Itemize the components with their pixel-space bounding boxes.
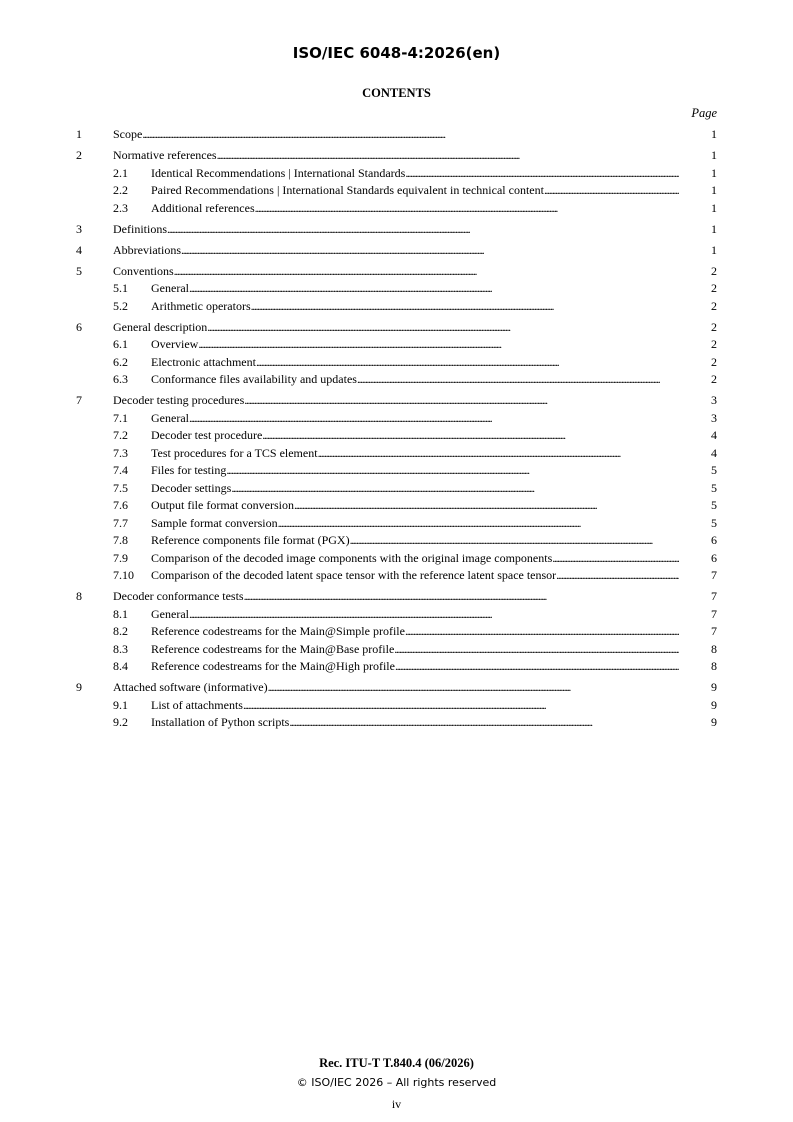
toc-entry-title-leader	[151, 567, 679, 585]
footer-copyright: © ISO/IEC 2026 – All rights reserved	[296, 1076, 497, 1089]
toc-entry-page: 4	[711, 445, 717, 460]
toc-entry-page: 1	[711, 242, 717, 257]
toc-entry-title-leader	[113, 588, 679, 606]
toc-entry-title: Reference codestreams for the Main@Base profile	[151, 641, 395, 656]
toc-entry-title: Identical Recommendations | International Standards	[151, 165, 406, 180]
toc-entry-title: Paired Recommendations | International Standards equivalent in technical content	[151, 183, 544, 197]
toc-entry-page: 5	[711, 480, 717, 495]
toc-entry-title: Normative references	[113, 148, 217, 162]
toc-entry-page: 3	[711, 410, 717, 425]
toc-entry-title: Decoder settings	[151, 480, 232, 495]
toc-entry-page: 6	[711, 533, 717, 547]
toc-entry[interactable]	[0, 147, 793, 165]
toc-entry-title: List of attachments	[151, 697, 243, 712]
toc-entry-number: 7.9	[113, 550, 128, 565]
toc-entry-title-leader	[151, 336, 679, 354]
toc-entry-page: 7	[711, 568, 717, 582]
toc-entry-title: Decoder testing procedures	[113, 393, 245, 407]
toc-entry-page: 1	[711, 221, 717, 236]
toc-entry[interactable]	[0, 658, 793, 676]
toc-entry-title-leader	[151, 623, 679, 641]
toc-entry[interactable]	[0, 336, 793, 354]
toc-entry[interactable]	[0, 445, 793, 463]
toc-entry[interactable]	[0, 280, 793, 298]
toc-entry-number: 7.8	[113, 533, 128, 547]
toc-entry-page: 7	[711, 589, 717, 603]
toc-entry[interactable]	[0, 200, 793, 218]
footer-page-number: iv	[391, 1097, 402, 1111]
toc-entry-title-leader	[151, 371, 679, 389]
toc-entry-number: 7.3	[113, 445, 128, 460]
toc-entry-page: 9	[711, 697, 717, 712]
toc-entry-title: General description	[113, 319, 208, 334]
document-id: ISO/IEC 6048-4:2026(en)	[292, 44, 501, 62]
toc-entry[interactable]	[0, 462, 793, 480]
toc-entry-title-leader	[151, 200, 679, 218]
toc-entry-title: Electronic attachment	[151, 354, 256, 369]
toc-entry-title: Abbreviations	[113, 242, 181, 257]
toc-entry-number: 7.2	[113, 428, 128, 442]
toc-entry-title-leader	[113, 126, 679, 144]
toc-entry-title: Comparison of the decoded latent space tensor with the reference latent space tensor	[151, 568, 557, 582]
toc-entry-page: 2	[711, 354, 717, 369]
toc-entry-number: 7.6	[113, 498, 128, 512]
toc-entry-page: 2	[711, 263, 717, 278]
toc-entry-title-leader	[151, 165, 679, 183]
toc-entry-number: 5	[76, 263, 82, 278]
toc-entry-title-leader	[151, 550, 679, 568]
toc-entry-number: 2	[76, 148, 82, 162]
toc-entry-number: 6	[76, 319, 82, 334]
page-column-label: Page	[691, 106, 717, 120]
toc-entry[interactable]	[0, 298, 793, 316]
toc-entry-page: 2	[711, 372, 717, 386]
toc-entry-page: 1	[711, 200, 717, 215]
table-of-contents	[0, 126, 793, 732]
toc-entry-number: 6.2	[113, 354, 128, 369]
toc-entry-page: 2	[711, 337, 717, 351]
toc-entry-title-leader	[113, 242, 679, 260]
toc-entry-number: 7.4	[113, 463, 128, 477]
toc-entry-title: Overview	[151, 337, 199, 351]
toc-entry[interactable]	[0, 165, 793, 183]
toc-entry[interactable]	[0, 567, 793, 585]
toc-entry[interactable]	[0, 588, 793, 606]
toc-entry-page: 5	[711, 498, 717, 512]
toc-entry-page: 1	[711, 183, 717, 197]
toc-entry-number: 7.7	[113, 515, 128, 530]
toc-entry-title: Definitions	[113, 221, 167, 236]
toc-entry[interactable]	[0, 371, 793, 389]
toc-entry[interactable]	[0, 392, 793, 410]
toc-entry[interactable]	[0, 427, 793, 445]
toc-entry[interactable]	[0, 532, 793, 550]
toc-entry-number: 2.3	[113, 200, 128, 215]
toc-entry-number: 8	[76, 589, 82, 603]
toc-entry[interactable]	[0, 221, 793, 239]
toc-entry-title: Comparison of the decoded image components with the original image components	[151, 550, 553, 565]
toc-entry-title-leader	[151, 697, 679, 715]
toc-entry-title-leader	[151, 410, 679, 428]
toc-entry-title-leader	[151, 658, 679, 676]
toc-entry-number: 9.2	[113, 715, 128, 729]
toc-entry[interactable]	[0, 242, 793, 260]
toc-entry-title-leader	[113, 147, 679, 165]
toc-entry-number: 5.1	[113, 281, 128, 295]
toc-entry-title: Test procedures for a TCS element	[151, 445, 318, 460]
toc-entry[interactable]	[0, 697, 793, 715]
toc-entry-title: Decoder conformance tests	[113, 589, 244, 603]
toc-entry-title: Reference codestreams for the Main@Simple profile	[151, 624, 405, 638]
toc-entry-page: 5	[711, 463, 717, 477]
toc-entry-page: 2	[711, 298, 717, 313]
toc-entry-number: 1	[76, 127, 82, 141]
toc-entry-page: 1	[711, 127, 717, 141]
toc-entry[interactable]	[0, 354, 793, 372]
toc-entry[interactable]	[0, 623, 793, 641]
toc-entry[interactable]	[0, 606, 793, 624]
toc-entry-title-leader	[151, 532, 679, 550]
toc-entry[interactable]	[0, 550, 793, 568]
toc-entry-number: 9	[76, 680, 82, 694]
toc-entry-page: 2	[711, 319, 717, 334]
toc-entry-title-leader	[151, 480, 679, 498]
toc-entry-title: Scope	[113, 127, 143, 141]
toc-entry[interactable]	[0, 126, 793, 144]
toc-entry-title: General	[151, 281, 189, 295]
toc-entry-page: 4	[711, 428, 717, 442]
toc-entry-number: 6.3	[113, 372, 128, 386]
toc-entry-title: Attached software (informative)	[113, 680, 268, 694]
toc-entry-page: 1	[711, 165, 717, 180]
toc-entry-title-leader	[151, 445, 679, 463]
toc-entry-number: 5.2	[113, 298, 128, 313]
toc-entry-number: 7.5	[113, 480, 128, 495]
footer-recommendation: Rec. ITU-T T.840.4 (06/2026)	[319, 1056, 474, 1070]
toc-entry-number: 7	[76, 393, 82, 407]
toc-entry-title: Sample format conversion	[151, 515, 278, 530]
toc-entry-title: General	[151, 606, 189, 621]
toc-entry-page: 5	[711, 515, 717, 530]
toc-entry-page: 9	[711, 680, 717, 694]
toc-entry-number: 8.3	[113, 641, 128, 656]
toc-entry-title: Conventions	[113, 263, 174, 278]
toc-entry-title: Output file format conversion	[151, 498, 294, 512]
toc-entry-title-leader	[151, 714, 679, 732]
toc-entry-page: 7	[711, 624, 717, 638]
toc-entry-page: 6	[711, 550, 717, 565]
toc-entry-number: 3	[76, 221, 82, 236]
toc-entry-title: Reference components file format (PGX)	[151, 533, 350, 547]
toc-entry-page: 8	[711, 641, 717, 656]
toc-entry-number: 6.1	[113, 337, 128, 351]
toc-entry-title-leader	[113, 679, 679, 697]
toc-entry-title: Conformance files availability and updates	[151, 372, 357, 386]
toc-entry-title-leader	[113, 319, 679, 337]
toc-entry-page: 3	[711, 393, 717, 407]
toc-entry-title: Arithmetic operators	[151, 298, 251, 313]
toc-entry-number: 2.1	[113, 165, 128, 180]
toc-entry[interactable]	[0, 319, 793, 337]
toc-entry[interactable]	[0, 679, 793, 697]
toc-entry-number: 7.1	[113, 410, 128, 425]
toc-entry[interactable]	[0, 641, 793, 659]
toc-entry-title-leader	[151, 280, 679, 298]
toc-entry-title: General	[151, 410, 189, 425]
toc-entry[interactable]	[0, 410, 793, 428]
toc-entry-title: Reference codestreams for the Main@High profile	[151, 659, 395, 673]
toc-entry-number: 4	[76, 242, 82, 257]
toc-entry[interactable]	[0, 515, 793, 533]
toc-entry-number: 8.1	[113, 606, 128, 621]
toc-entry-page: 7	[711, 606, 717, 621]
toc-entry-number: 2.2	[113, 183, 128, 197]
toc-entry-title-leader	[151, 298, 679, 316]
toc-entry-page: 9	[711, 715, 717, 729]
toc-entry-title-leader	[151, 515, 679, 533]
toc-entry[interactable]	[0, 714, 793, 732]
toc-entry-title-leader	[151, 427, 679, 445]
toc-entry[interactable]	[0, 263, 793, 281]
toc-entry-title: Additional references	[151, 200, 255, 215]
toc-entry-page: 2	[711, 281, 717, 295]
toc-entry-title-leader	[151, 354, 679, 372]
toc-entry-title-leader	[151, 641, 679, 659]
toc-entry-title-leader	[113, 392, 679, 410]
toc-entry-page: 1	[711, 148, 717, 162]
toc-entry-number: 7.10	[113, 568, 134, 582]
toc-entry-title: Decoder test procedure	[151, 428, 263, 442]
toc-entry[interactable]	[0, 497, 793, 515]
toc-entry[interactable]	[0, 182, 793, 200]
toc-entry-number: 8.4	[113, 659, 128, 673]
contents-heading: CONTENTS	[362, 86, 431, 100]
toc-entry-title-leader	[151, 182, 679, 200]
toc-entry-title-leader	[113, 221, 679, 239]
toc-entry-title: Installation of Python scripts	[151, 715, 290, 729]
toc-entry-number: 9.1	[113, 697, 128, 712]
toc-entry-title-leader	[151, 462, 679, 480]
toc-entry-title-leader	[151, 497, 679, 515]
toc-entry-title: Files for testing	[151, 463, 227, 477]
toc-entry-title-leader	[151, 606, 679, 624]
toc-entry-number: 8.2	[113, 624, 128, 638]
toc-entry-page: 8	[711, 659, 717, 673]
toc-entry-title-leader	[113, 263, 679, 281]
toc-entry[interactable]	[0, 480, 793, 498]
